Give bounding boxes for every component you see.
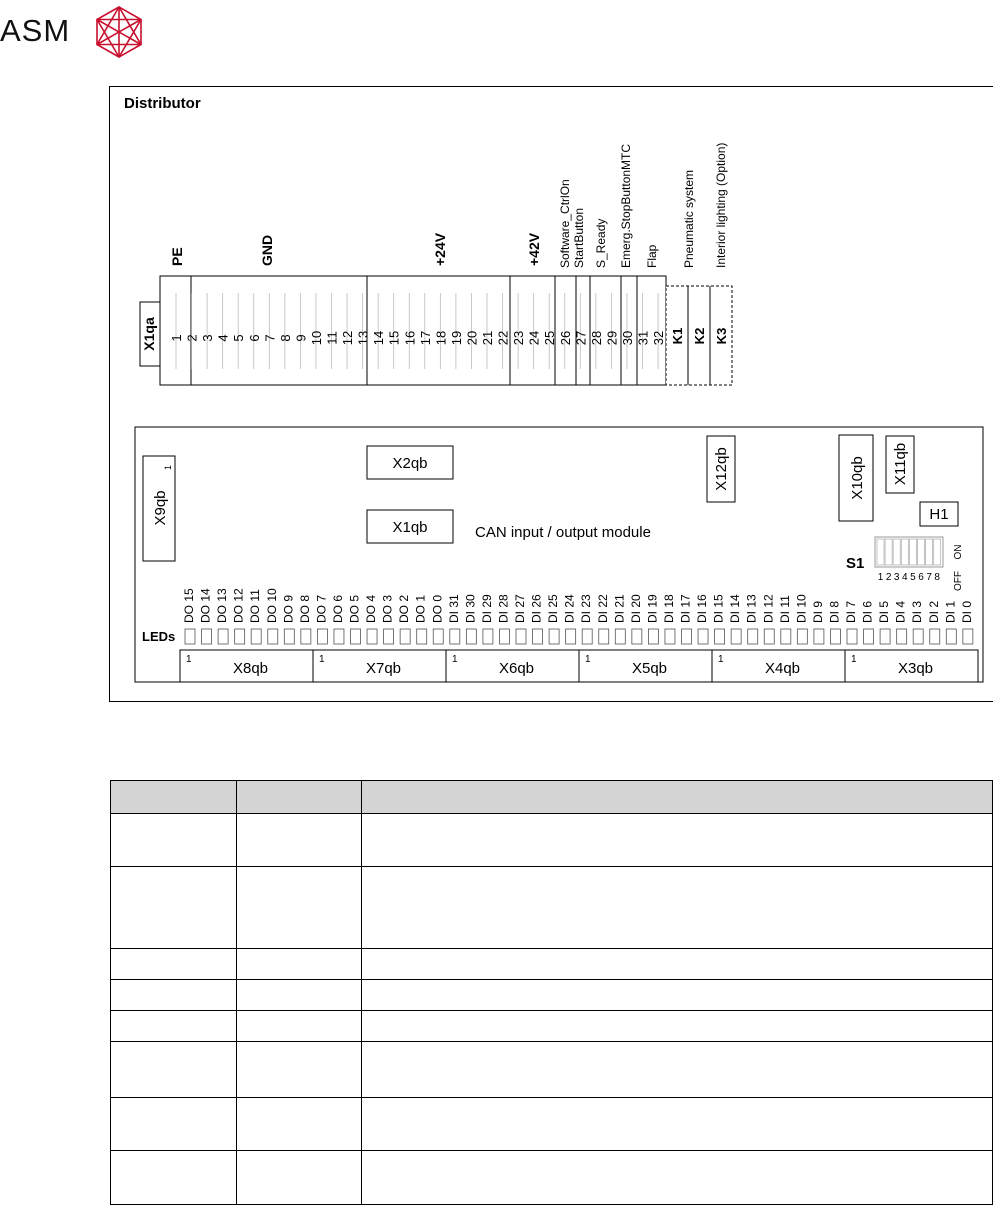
channel-label: DI 30	[463, 594, 478, 623]
led-indicator	[897, 629, 907, 644]
led-indicator	[847, 629, 857, 644]
table-cell	[362, 867, 993, 949]
distributor-diagram	[109, 86, 993, 702]
channel-label: DO 11	[248, 589, 263, 623]
channel-label: DO 15	[182, 588, 196, 623]
terminal-pin: 14	[371, 330, 387, 346]
terminal-pin: 9	[293, 334, 309, 342]
led-indicator	[731, 629, 741, 644]
dip-switch-position	[877, 539, 884, 565]
table-row	[111, 1011, 993, 1042]
connector-label-x10qb: X10qb	[849, 456, 866, 500]
channel-label: DI 3	[910, 600, 925, 623]
relay-label-k2: K2	[692, 327, 707, 345]
terminal-pin: 26	[557, 330, 573, 346]
dip-switch-number: 7	[926, 572, 932, 583]
terminal-pin: 1	[169, 334, 184, 342]
led-indicator	[781, 629, 791, 644]
led-indicator	[864, 629, 874, 644]
led-indicator	[466, 629, 476, 644]
led-indicator	[715, 629, 725, 644]
table-cell	[237, 1151, 362, 1205]
led-indicator	[632, 629, 642, 644]
terminal-pin: 8	[277, 334, 293, 342]
brand-name: ASM	[0, 13, 71, 48]
indicator-label-h1: H1	[929, 506, 949, 523]
group-label-pe: PE	[169, 247, 185, 266]
table-cell	[111, 1011, 237, 1042]
table-header-cell	[237, 781, 362, 814]
led-indicator	[516, 629, 526, 644]
terminal-pin: 32	[651, 330, 667, 346]
channel-label: DO 7	[314, 594, 329, 623]
signal-label-flap: Flap	[645, 244, 659, 268]
table-cell	[111, 867, 237, 949]
channel-label: DO 4	[364, 594, 379, 623]
led-indicator	[483, 629, 493, 644]
terminal-pin: 2	[184, 334, 200, 342]
channel-label: DI 25	[546, 594, 561, 623]
company-logo	[0, 0, 180, 62]
terminal-pin: 25	[542, 330, 558, 346]
dip-switch-position	[934, 539, 941, 565]
terminal-pin: 13	[355, 330, 371, 346]
table-row	[111, 867, 993, 949]
led-indicator	[930, 629, 940, 644]
dip-switch-number: 8	[934, 572, 940, 583]
can-module	[135, 427, 983, 682]
channel-label: DI 26	[529, 594, 544, 623]
table-cell	[237, 949, 362, 980]
dip-switch-number: 1	[877, 572, 884, 583]
connector-pin-one: 1	[452, 654, 458, 665]
table-row	[111, 1098, 993, 1151]
connector-pin-one: 1	[319, 654, 325, 665]
group-label-42v: +42V	[526, 232, 542, 266]
terminal-pin: 10	[308, 330, 324, 346]
channel-label: DO 10	[264, 588, 279, 623]
table-cell	[237, 867, 362, 949]
table-cell	[111, 1098, 237, 1151]
dip-switch-number: 2	[885, 572, 892, 583]
signal-label-pneumatic: Pneumatic system	[682, 169, 696, 268]
table-cell	[111, 814, 237, 867]
channel-label: DI 14	[728, 594, 743, 623]
channel-label: DI 19	[645, 594, 660, 623]
table-cell	[362, 980, 993, 1011]
signal-label-s-ready: S_Ready	[594, 218, 608, 268]
channel-label: DI 15	[711, 594, 726, 623]
dip-off-label: OFF	[953, 571, 964, 591]
terminal-pin: 3	[200, 334, 216, 342]
table-cell	[111, 980, 237, 1011]
led-indicator	[665, 629, 675, 644]
bottom-connector-label: X8qb	[232, 660, 269, 677]
dip-switch-number: 6	[918, 572, 924, 583]
signal-label-software-ctrlon: Software_CtrlOn	[558, 179, 572, 268]
channel-label: DI 18	[661, 594, 676, 623]
led-indicator	[367, 629, 377, 644]
terminal-pin: 28	[588, 330, 604, 346]
led-indicator	[748, 629, 758, 644]
connector-label-x12qb: X12qb	[713, 447, 730, 491]
table-cell	[362, 1042, 993, 1098]
led-indicator	[417, 629, 427, 644]
x9qb-pin-one: 1	[163, 464, 173, 470]
terminal-pin: 24	[526, 330, 542, 346]
channel-label: DI 31	[446, 594, 461, 623]
terminal-pin: 27	[573, 330, 589, 346]
led-indicator	[185, 629, 195, 644]
terminal-pin: 5	[231, 334, 247, 342]
table-cell	[362, 814, 993, 867]
switch-label-s1: S1	[846, 555, 865, 572]
channel-label: DI 8	[827, 600, 842, 623]
led-indicator	[450, 629, 460, 644]
led-indicator	[566, 629, 576, 644]
dip-switch-position	[901, 539, 908, 565]
terminal-pin: 31	[635, 330, 651, 346]
terminal-pin: 12	[340, 330, 356, 346]
led-indicator	[218, 629, 228, 644]
channel-label: DI 4	[893, 600, 908, 623]
channel-label: DI 16	[695, 594, 710, 623]
bottom-connector-label: X7qb	[365, 660, 402, 677]
table-row	[111, 949, 993, 980]
channel-label: DI 6	[860, 600, 875, 623]
led-indicator	[764, 629, 774, 644]
channel-label: DI 23	[579, 594, 594, 623]
led-indicator	[946, 629, 956, 644]
relay-label-k3: K3	[714, 327, 729, 345]
terminal-pin: 6	[246, 334, 262, 342]
led-indicator	[963, 629, 973, 644]
led-indicator	[284, 629, 294, 644]
channel-label: DI 13	[744, 594, 759, 623]
logo-hexagon-icon	[91, 4, 147, 60]
table-row	[111, 1042, 993, 1098]
table-cell	[111, 1151, 237, 1205]
group-label-24v: +24V	[432, 232, 448, 266]
channel-label: DI 0	[959, 600, 974, 623]
connector-pin-one: 1	[718, 654, 724, 665]
bottom-connector-label: X6qb	[498, 660, 535, 677]
table-cell	[362, 1151, 993, 1205]
led-indicator	[235, 629, 245, 644]
channel-label: DO 6	[330, 594, 345, 623]
channel-label: DO 9	[281, 594, 296, 623]
dip-switch-position	[885, 539, 892, 565]
terminal-pin: 17	[417, 330, 433, 346]
table-header-cell	[362, 781, 993, 814]
table-cell	[362, 949, 993, 980]
channel-label: DO 0	[430, 594, 445, 623]
terminal-pin: 22	[495, 330, 511, 346]
connector-label-x2qb: X2qb	[392, 455, 428, 472]
led-indicator	[202, 629, 212, 644]
x1qa-label: X1qa	[141, 317, 157, 351]
table-header-row	[111, 781, 993, 814]
signal-label-emerg-stop: Emerg.StopButtonMTC	[619, 143, 633, 268]
bottom-connector-label: X5qb	[631, 660, 668, 677]
dip-on-label: ON	[953, 544, 964, 560]
terminal-pin: 20	[464, 330, 480, 346]
bottom-connector-label: X3qb	[897, 660, 934, 677]
channel-label: DO 5	[347, 594, 362, 623]
table-cell	[237, 814, 362, 867]
connector-pin-one: 1	[186, 654, 192, 665]
channel-label: DI 24	[562, 594, 577, 623]
connector-label-x1qb: X1qb	[392, 519, 428, 536]
channel-label: DI 5	[877, 600, 892, 623]
channel-label: DI 12	[761, 594, 776, 623]
dip-switch-position	[926, 539, 933, 565]
channel-label: DO 2	[397, 594, 412, 623]
connector-pin-one: 1	[851, 654, 857, 665]
terminal-pin: 16	[402, 330, 418, 346]
led-indicator	[830, 629, 840, 644]
led-indicator	[317, 629, 327, 644]
connector-label-x9qb: X9qb	[152, 490, 169, 526]
led-indicator	[615, 629, 625, 644]
terminal-pin: 29	[604, 330, 620, 346]
terminal-pin: 23	[511, 330, 527, 346]
table-cell	[362, 1011, 993, 1042]
relay-label-k1: K1	[670, 327, 685, 345]
led-indicator	[301, 629, 311, 644]
table-cell	[362, 1098, 993, 1151]
channel-label: DO 1	[413, 594, 428, 623]
led-indicator	[533, 629, 543, 644]
channel-label: DI 7	[844, 600, 858, 623]
led-indicator	[251, 629, 261, 644]
dip-switch-position	[893, 539, 900, 565]
dip-switch-position	[909, 539, 916, 565]
channel-label: DI 28	[496, 594, 511, 623]
channel-label: DI 11	[777, 595, 792, 623]
signal-label-interior-lighting: Interior lighting (Option)	[714, 142, 728, 268]
connector-label-x11qb: X11qb	[892, 442, 909, 486]
channel-label: DI 1	[943, 600, 958, 623]
led-indicator	[400, 629, 410, 644]
led-indicator	[549, 629, 559, 644]
led-indicator	[682, 629, 692, 644]
terminal-pin: 7	[262, 334, 278, 342]
table-cell	[111, 1042, 237, 1098]
led-indicator	[351, 629, 361, 644]
terminal-pin: 19	[448, 330, 464, 346]
dip-switch-position	[918, 539, 925, 565]
channel-label: DI 20	[628, 594, 643, 623]
channel-label: DO 13	[215, 588, 230, 623]
leds-label: LEDs	[142, 629, 176, 644]
table-cell	[237, 1011, 362, 1042]
led-indicator	[268, 629, 278, 644]
terminal-pin: 4	[215, 334, 231, 342]
led-indicator	[698, 629, 708, 644]
channel-label: DI 9	[810, 600, 825, 623]
table-cell	[111, 949, 237, 980]
led-indicator	[814, 629, 824, 644]
channel-label: DO 3	[380, 594, 395, 623]
table-row	[111, 814, 993, 867]
led-indicator	[599, 629, 609, 644]
led-indicator	[913, 629, 923, 644]
terminal-pin: 21	[480, 330, 495, 346]
distributor-title: Distributor	[124, 95, 201, 112]
led-indicator	[648, 629, 658, 644]
bottom-connector-label: X4qb	[764, 660, 801, 677]
signal-label-startbutton: StartButton	[572, 207, 586, 268]
terminal-pin: 15	[386, 330, 402, 346]
dip-switch-number: 5	[910, 572, 916, 583]
description-table	[110, 780, 993, 1205]
terminal-pin: 18	[433, 330, 449, 346]
table-cell	[237, 980, 362, 1011]
channel-label: DO 14	[198, 588, 213, 623]
channel-label: DI 22	[595, 594, 610, 623]
led-indicator	[582, 629, 592, 644]
led-indicator	[384, 629, 394, 644]
table-cell	[237, 1042, 362, 1098]
table-row	[111, 1151, 993, 1205]
group-label-gnd: GND	[259, 234, 275, 266]
led-indicator	[433, 629, 443, 644]
table-cell	[237, 1098, 362, 1151]
dip-switch-number: 3	[893, 572, 900, 583]
dip-switch-number: 4	[902, 572, 908, 583]
table-row	[111, 980, 993, 1011]
channel-label: DI 17	[678, 594, 693, 623]
connector-pin-one: 1	[585, 654, 591, 665]
table-header-cell	[111, 781, 237, 814]
led-indicator	[880, 629, 890, 644]
channel-label: DI 29	[479, 594, 494, 623]
module-label: CAN input / output module	[475, 524, 651, 541]
channel-label: DI 21	[612, 594, 627, 623]
led-indicator	[499, 629, 509, 644]
led-indicator	[334, 629, 344, 644]
channel-label: DO 8	[297, 594, 312, 623]
channel-label: DO 12	[231, 588, 246, 623]
terminal-pin: 11	[324, 331, 340, 345]
led-indicator	[797, 629, 807, 644]
channel-label: DI 2	[926, 600, 941, 623]
channel-label: DI 27	[513, 594, 527, 623]
terminal-pin: 30	[619, 330, 635, 346]
channel-label: DI 10	[794, 594, 809, 623]
